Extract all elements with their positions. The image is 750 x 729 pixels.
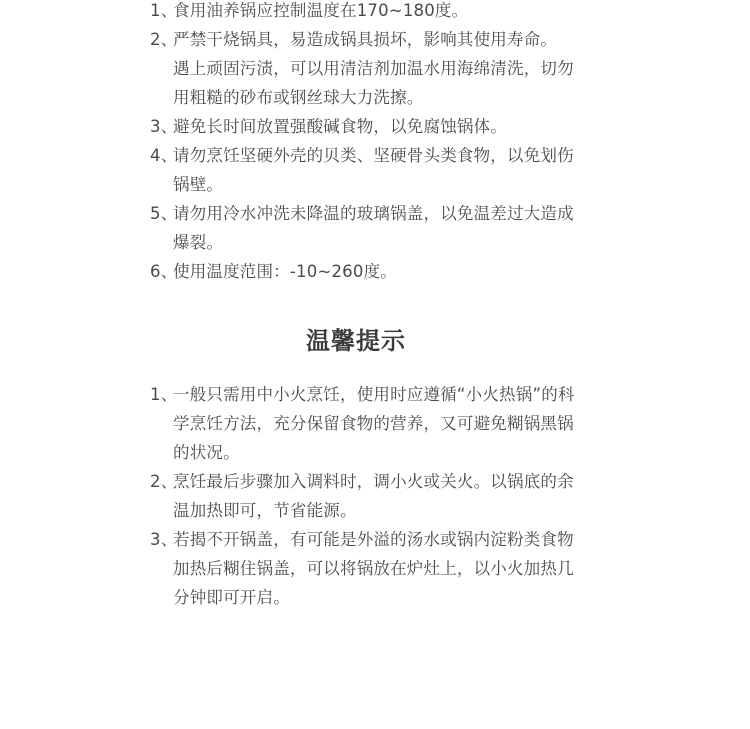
list-item-text: 加热后糊住锅盖，可以将锅放在炉灶上，以小火加热几: [173, 559, 574, 578]
list-item-text: 食用油养锅应控制温度在170~180度。: [173, 1, 469, 20]
list-item-text: 温加热即可，节省能源。: [173, 501, 357, 520]
list-item-text: 的状况。: [173, 443, 240, 462]
list-item: [150, 112, 590, 141]
list-item: [150, 141, 590, 199]
list-item-text: 严禁干烧锅具，易造成锅具损坏，影响其使用寿命。: [173, 30, 558, 49]
list-item: [150, 25, 590, 112]
list-item-number: 2、: [150, 472, 178, 491]
list-item-number: 4、: [150, 146, 178, 165]
list-item-number: 1、: [150, 1, 178, 20]
list-item-number: 6、: [150, 262, 178, 281]
tips-list: [150, 380, 590, 612]
list-item-text: 学烹饪方法，充分保留食物的营养，又可避免糊锅黑锅: [173, 414, 574, 433]
list-item: [150, 380, 590, 467]
list-item-number: 3、: [150, 117, 178, 136]
list-item-number: 2、: [150, 30, 178, 49]
list-item: [150, 0, 590, 25]
list-item: [150, 199, 590, 257]
list-item: [150, 467, 590, 525]
section-title: 温馨提示: [306, 327, 406, 355]
list-item-text: 避免长时间放置强酸碱食物，以免腐蚀锅体。: [173, 117, 507, 136]
list-item-text: 请勿用冷水冲洗未降温的玻璃锅盖，以免温差过大造成: [173, 204, 574, 223]
list-item-number: 5、: [150, 204, 178, 223]
list-item-text: 烹饪最后步骤加入调料时，调小火或关火。以锅底的余: [173, 472, 574, 491]
list-item-text: 锅壁。: [173, 175, 224, 194]
list-item-text: 使用温度范围：-10~260度。: [173, 262, 397, 281]
care-instructions-list: [150, 0, 590, 286]
list-item-text: 一般只需用中小火烹饪，使用时应遵循“小火热锅”的科: [173, 385, 575, 404]
list-item-text: 若揭不开锅盖，有可能是外溢的汤水或锅内淀粉类食物: [173, 530, 574, 549]
list-item-number: 3、: [150, 530, 178, 549]
list-item-text: 分钟即可开启。: [173, 588, 290, 607]
list-item-text: 用粗糙的砂布或钢丝球大力洗擦。: [173, 88, 424, 107]
list-item-text: 请勿烹饪坚硬外壳的贝类、坚硬骨头类食物，以免划伤: [173, 146, 574, 165]
list-item: [150, 257, 590, 286]
list-item: [150, 525, 590, 612]
list-item-number: 1、: [150, 385, 178, 404]
list-item-text: 遇上顽固污渍，可以用清洁剂加温水用海绵清洗，切勿: [173, 59, 574, 78]
list-item-text: 爆裂。: [173, 233, 224, 252]
